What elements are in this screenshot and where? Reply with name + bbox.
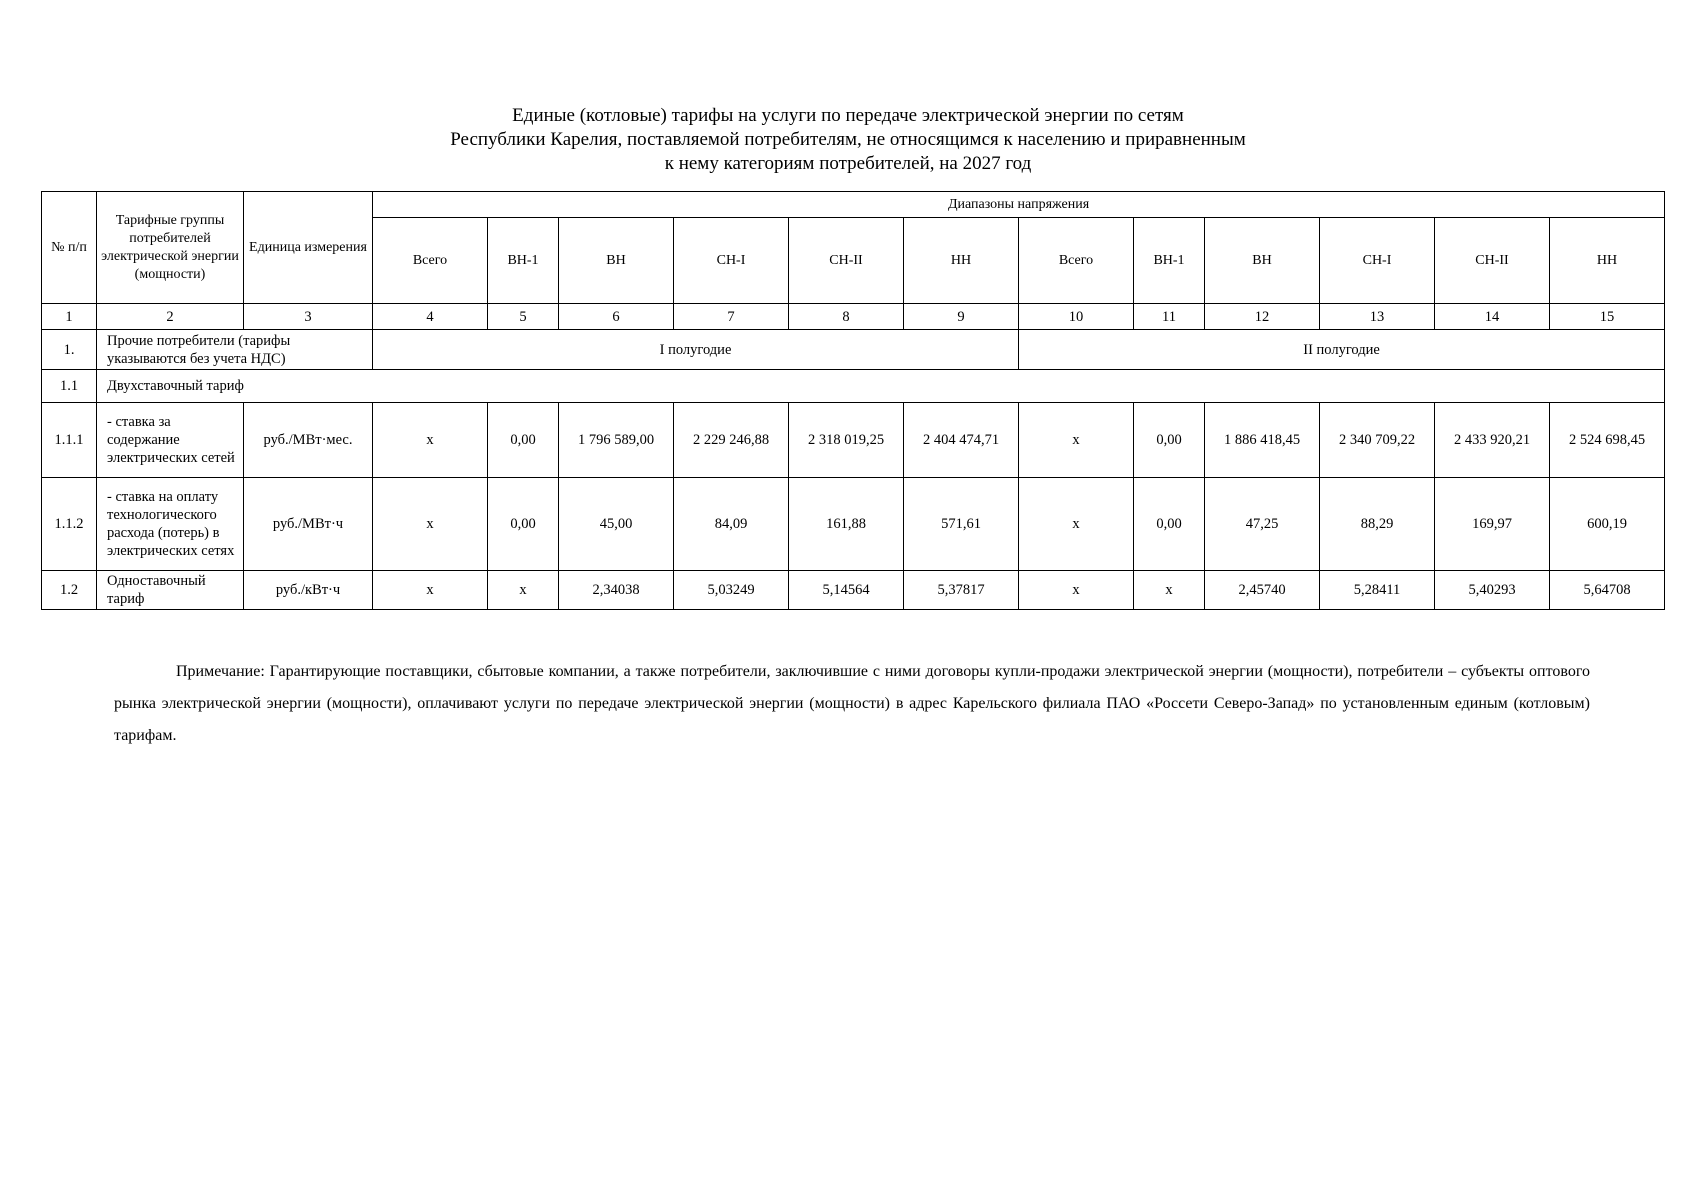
title-line-1: Единые (котловые) тарифы на услуги по передаче электрической энергии по сетям (512, 105, 1184, 126)
row-num: 1.2 (42, 571, 97, 610)
subsection-row (42, 370, 1665, 403)
header-ranges: Диапазоны напряжения (373, 192, 1665, 218)
value-cell: 45,00 (559, 478, 674, 571)
col-number: 3 (244, 304, 373, 330)
row-label: Одноставочный тариф (97, 571, 244, 610)
row-num: 1. (42, 330, 97, 370)
col-header: СН-I (1320, 218, 1435, 304)
table-row (42, 403, 1665, 478)
col-header: СН-I (674, 218, 789, 304)
value-cell: 2 404 474,71 (904, 403, 1019, 478)
value-cell: 2,34038 (559, 571, 674, 610)
value-cell: x (1019, 478, 1134, 571)
col-header: ВН-1 (1134, 218, 1205, 304)
col-number: 4 (373, 304, 488, 330)
col-number: 12 (1205, 304, 1320, 330)
col-header: Всего (373, 218, 488, 304)
value-cell: x (1019, 571, 1134, 610)
value-cell: x (488, 571, 559, 610)
col-number: 2 (97, 304, 244, 330)
value-cell: 600,19 (1550, 478, 1665, 571)
table-row (42, 571, 1665, 610)
col-header: ВН (559, 218, 674, 304)
value-cell: 2,45740 (1205, 571, 1320, 610)
row-num: 1.1 (42, 370, 97, 403)
row-label: Двухставочный тариф (97, 370, 1665, 403)
row-unit: руб./МВт·ч (244, 478, 373, 571)
row-unit: руб./МВт·мес. (244, 403, 373, 478)
value-cell: 5,64708 (1550, 571, 1665, 610)
row-label: - ставка за содержание электрических сетей (97, 403, 244, 478)
value-cell: 0,00 (488, 403, 559, 478)
row-num: 1.1.2 (42, 478, 97, 571)
col-header: Всего (1019, 218, 1134, 304)
col-header: НН (904, 218, 1019, 304)
row-label: - ставка на оплату технологического расхода (потерь) в электрических сетях (97, 478, 244, 571)
value-cell: 169,97 (1435, 478, 1550, 571)
col-header: СН-II (1435, 218, 1550, 304)
header-num: № п/п (42, 192, 97, 304)
col-number: 15 (1550, 304, 1665, 330)
value-cell: 47,25 (1205, 478, 1320, 571)
value-cell: x (1134, 571, 1205, 610)
row-unit: руб./кВт·ч (244, 571, 373, 610)
value-cell: 5,03249 (674, 571, 789, 610)
value-cell: 571,61 (904, 478, 1019, 571)
value-cell: 5,28411 (1320, 571, 1435, 610)
value-cell: 161,88 (789, 478, 904, 571)
col-number: 5 (488, 304, 559, 330)
col-number: 9 (904, 304, 1019, 330)
half-year-2: II полугодие (1019, 330, 1665, 370)
header-row-1 (42, 192, 1665, 218)
value-cell: 2 229 246,88 (674, 403, 789, 478)
value-cell: 2 318 019,25 (789, 403, 904, 478)
header-unit: Единица измерения (244, 192, 373, 304)
column-number-row (42, 304, 1665, 330)
title-line-2: Республики Карелия, поставляемой потребителям, не относящимся к населению и приравненным (450, 129, 1246, 150)
footnote: Примечание: Гарантирующие поставщики, сбытовые компании, а также потребители, заключившие с ними договоры купли-продажи электрической энергии (мощности), потребители – субъекты оптового рынка электрической энергии (мощности), оплачивают услуги по передаче электрической энергии (мощности) в адрес Карельского филиала ПАО «Россети Северо-Запад» по установленным единым (котловым) тарифам. (114, 663, 1590, 744)
value-cell: x (373, 571, 488, 610)
col-number: 1 (42, 304, 97, 330)
value-cell: 2 340 709,22 (1320, 403, 1435, 478)
value-cell: 5,14564 (789, 571, 904, 610)
col-header: СН-II (789, 218, 904, 304)
col-header: ВН-1 (488, 218, 559, 304)
table-row (42, 478, 1665, 571)
col-number: 6 (559, 304, 674, 330)
value-cell: 1 886 418,45 (1205, 403, 1320, 478)
col-header: НН (1550, 218, 1665, 304)
value-cell: 2 524 698,45 (1550, 403, 1665, 478)
value-cell: 84,09 (674, 478, 789, 571)
col-number: 13 (1320, 304, 1435, 330)
value-cell: 88,29 (1320, 478, 1435, 571)
col-number: 8 (789, 304, 904, 330)
value-cell: 0,00 (1134, 403, 1205, 478)
col-number: 7 (674, 304, 789, 330)
value-cell: 0,00 (1134, 478, 1205, 571)
tariff-table (41, 191, 1665, 610)
col-header: ВН (1205, 218, 1320, 304)
value-cell: 0,00 (488, 478, 559, 571)
value-cell: x (373, 478, 488, 571)
document-title (0, 104, 1696, 176)
section-row (42, 330, 1665, 370)
col-number: 14 (1435, 304, 1550, 330)
value-cell: 1 796 589,00 (559, 403, 674, 478)
row-label: Прочие потребители (тарифы указываются без учета НДС) (97, 330, 373, 370)
value-cell: x (373, 403, 488, 478)
value-cell: 5,37817 (904, 571, 1019, 610)
value-cell: x (1019, 403, 1134, 478)
row-num: 1.1.1 (42, 403, 97, 478)
value-cell: 5,40293 (1435, 571, 1550, 610)
half-year-1: I полугодие (373, 330, 1019, 370)
col-number: 10 (1019, 304, 1134, 330)
col-number: 11 (1134, 304, 1205, 330)
title-line-3: к нему категориям потребителей, на 2027 год (664, 153, 1032, 174)
header-groups: Тарифные группы потребителей электрической энергии (мощности) (97, 192, 244, 304)
value-cell: 2 433 920,21 (1435, 403, 1550, 478)
